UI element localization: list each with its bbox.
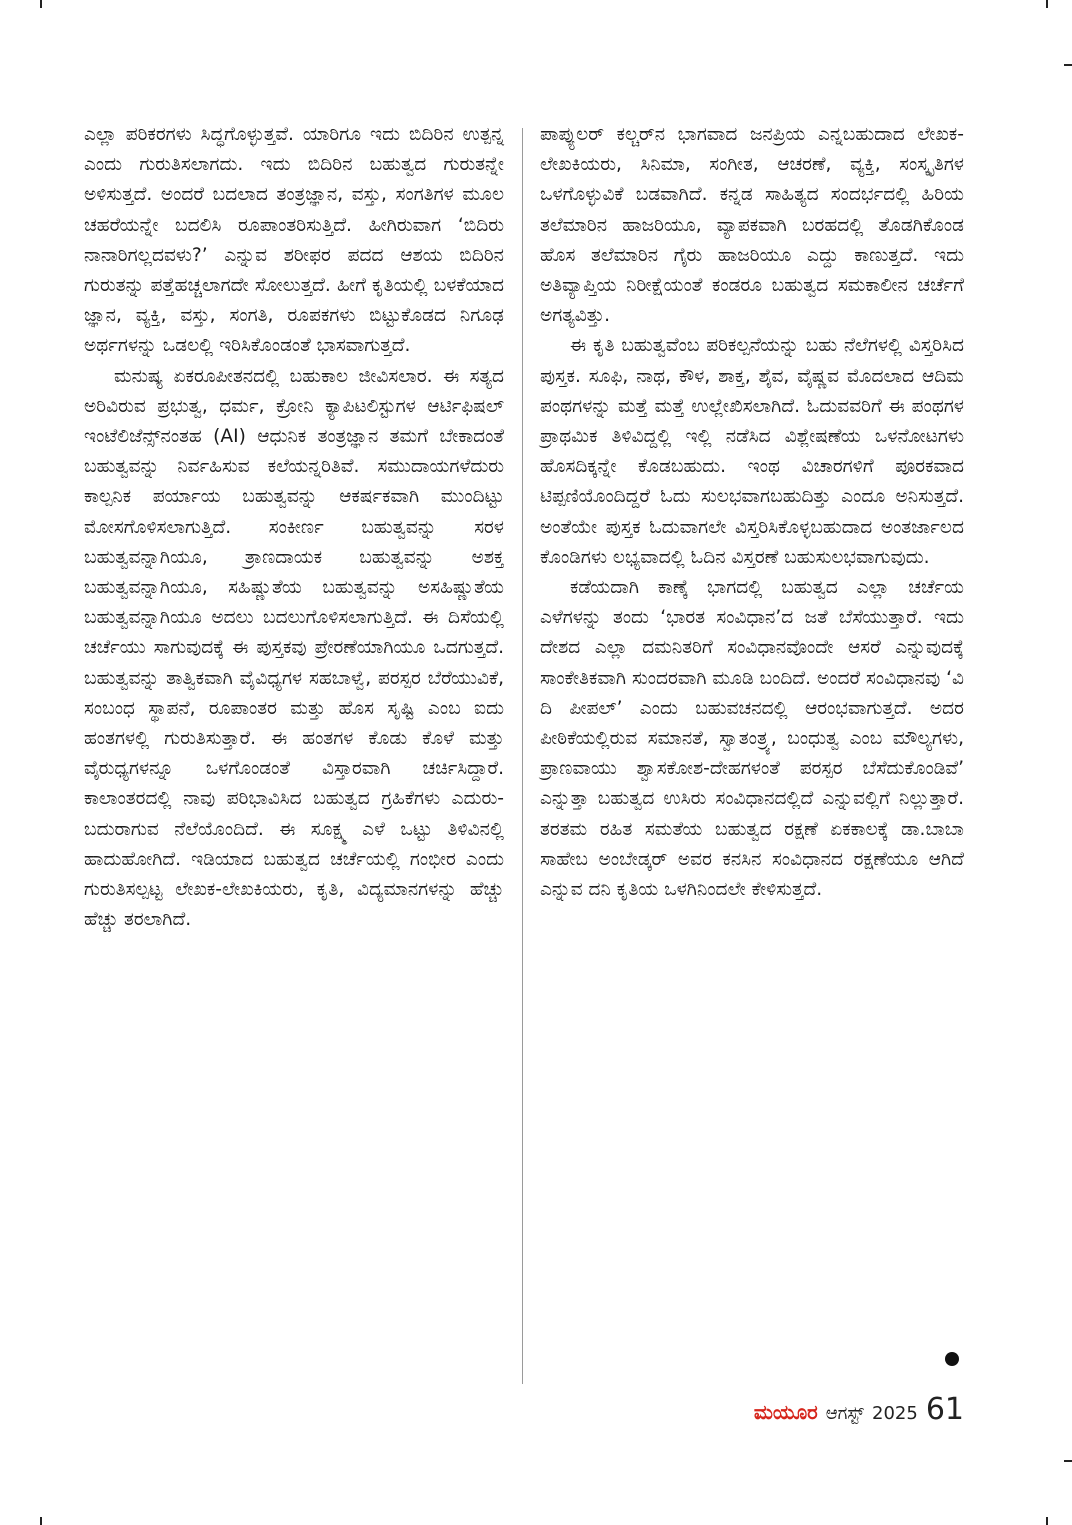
crop-mark-bottom-left — [40, 1517, 42, 1525]
issue-month: ಆಗಸ್ಟ್ — [825, 1403, 864, 1424]
right-paragraph-3: ಕಡೆಯದಾಗಿ ಕಾಣ್ಕೆ ಭಾಗದಲ್ಲಿ ಬಹುತ್ವದ ಎಲ್ಲಾ ಚರ್ಚೆಯ ಎಳೆಗಳನ್ನು ತಂದು ‘ಭಾರತ ಸಂವಿಧಾನ’ದ ಜತೆ ಬೆಸೆಯುತ್ತಾರೆ. ಇದು ದೇಶದ ಎಲ್ಲಾ ದಮನಿತರಿಗೆ ಸಂವಿಧಾನವೊಂದೇ ಆಸರೆ ಎನ್ನುವುದಕ್ಕೆ ಸಾಂಕೇತಿಕವಾಗಿ ಸುಂದರವಾಗಿ ಮೂಡಿ ಬಂದಿದೆ. ಅಂದರೆ ಸಂವಿಧಾನವು ‘ವಿ ದಿ ಪೀಪಲ್’ ಎಂದು ಬಹುವಚನದಲ್ಲಿ ಆರಂಭವಾಗುತ್ತದೆ. ಅದರ ಪೀಠಿಕೆಯಲ್ಲಿರುವ ಸಮಾನತೆ, ಸ್ವಾತಂತ್ರ್ಯ, ಬಂಧುತ್ವ ಎಂಬ ಮೌಲ್ಯಗಳು, ಪ್ರಾಣವಾಯು ಶ್ವಾಸಕೋಶ-ದೇಹಗಳಂತೆ ಪರಸ್ಪರ ಬೆಸೆದುಕೊಂಡಿವೆ’ ಎನ್ನುತ್ತಾ ಬಹುತ್ವದ ಉಸಿರು ಸಂವಿಧಾನದಲ್ಲಿದೆ ಎನ್ನುವಲ್ಲಿಗೆ ನಿಲ್ಲುತ್ತಾರೆ. ತರತಮ ರಹಿತ ಸಮತೆಯ ಬಹುತ್ವದ ರಕ್ಷಣೆ ಏಕಕಾಲಕ್ಕೆ ಡಾ.ಬಾಬಾ ಸಾಹೇಬ ಅಂಬೇಡ್ಕರ್ ಅವರ ಕನಸಿನ ಸಂವಿಧಾನದ ರಕ್ಷಣೆಯೂ ಆಗಿದೆ ಎನ್ನುವ ದನಿ ಕೃತಿಯ ಒಳಗಿನಿಂದಲೇ ಕೇಳಿಸುತ್ತದೆ. — [540, 577, 964, 901]
left-column — [84, 120, 504, 935]
article-end-mark — [945, 1352, 959, 1366]
page-number: 61 — [925, 1392, 964, 1427]
magazine-logo: ಮಯೂರ — [753, 1400, 818, 1424]
page-footer — [754, 1392, 964, 1427]
crop-mark-top-left — [40, 0, 42, 8]
crop-mark-right-lower — [1064, 1460, 1072, 1462]
right-column — [540, 120, 964, 905]
crop-mark-right-upper — [1064, 64, 1072, 66]
right-paragraph-1: ಪಾಪ್ಯುಲರ್ ಕಲ್ಚರ್‌ನ ಭಾಗವಾದ ಜನಪ್ರಿಯ ಎನ್ನಬಹುದಾದ ಲೇಖಕ-ಲೇಖಕಿಯರು, ಸಿನಿಮಾ, ಸಂಗೀತ, ಆಚರಣೆ, ವ್ಯಕ್ತಿ, ಸಂಸ್ಕೃತಿಗಳ ಒಳಗೊಳ್ಳುವಿಕೆ ಬಡವಾಗಿದೆ. ಕನ್ನಡ ಸಾಹಿತ್ಯದ ಸಂದರ್ಭದಲ್ಲಿ ಹಿರಿಯ ತಲೆಮಾರಿನ ಹಾಜರಿಯೂ, ವ್ಯಾಪಕವಾಗಿ ಬರಹದಲ್ಲಿ ತೊಡಗಿಕೊಂಡ ಹೊಸ ತಲೆಮಾರಿನ ಗೈರು ಹಾಜರಿಯೂ ಎದ್ದು ಕಾಣುತ್ತದೆ. ಇದು ಅತಿವ್ಯಾಪ್ತಿಯ ನಿರೀಕ್ಷೆಯಂತೆ ಕಂಡರೂ ಬಹುತ್ವದ ಸಮಕಾಲೀನ ಚರ್ಚೆಗೆ ಅಗತ್ಯವಿತ್ತು. — [540, 124, 964, 327]
column-divider — [522, 128, 523, 1384]
left-paragraph-1: ಎಲ್ಲಾ ಪರಿಕರಗಳು ಸಿದ್ಧಗೊಳ್ಳುತ್ತವೆ. ಯಾರಿಗೂ ಇದು ಬಿದಿರಿನ ಉತ್ಪನ್ನ ಎಂದು ಗುರುತಿಸಲಾಗದು. ಇದು ಬಿದಿರಿನ ಬಹುತ್ವದ ಗುರುತನ್ನೇ ಅಳಿಸುತ್ತದೆ. ಅಂದರೆ ಬದಲಾದ ತಂತ್ರಜ್ಞಾನ, ವಸ್ತು, ಸಂಗತಿಗಳ ಮೂಲ ಚಹರೆಯನ್ನೇ ಬದಲಿಸಿ ರೂಪಾಂತರಿಸುತ್ತಿದೆ. ಹೀಗಿರುವಾಗ ‘ಬಿದಿರು ನಾನಾರಿಗಲ್ಲದವಳು?’ ಎನ್ನುವ ಶರೀಫರ ಪದದ ಆಶಯ ಬಿದಿರಿನ ಗುರುತನ್ನು ಪತ್ತೆಹಚ್ಚಲಾಗದೇ ಸೋಲುತ್ತದೆ. ಹೀಗೆ ಕೃತಿಯಲ್ಲಿ ಬಳಕೆಯಾದ ಜ್ಞಾನ, ವ್ಯಕ್ತಿ, ವಸ್ತು, ಸಂಗತಿ, ರೂಪಕಗಳು ಬಿಟ್ಟುಕೊಡದ ನಿಗೂಢ ಅರ್ಥಗಳನ್ನು ಒಡಲಲ್ಲಿ ಇರಿಸಿಕೊಂಡಂತೆ ಭಾಸವಾಗುತ್ತದೆ. — [84, 124, 504, 357]
issue-year: 2025 — [872, 1403, 918, 1424]
right-paragraph-2: ಈ ಕೃತಿ ಬಹುತ್ವವೆಂಬ ಪರಿಕಲ್ಪನೆಯನ್ನು ಬಹು ನೆಲೆಗಳಲ್ಲಿ ವಿಸ್ತರಿಸಿದ ಪುಸ್ತಕ. ಸೂಫಿ, ನಾಥ, ಕೌಳ, ಶಾಕ್ತ, ಶೈವ, ವೈಷ್ಣವ ಮೊದಲಾದ ಆದಿಮ ಪಂಥಗಳನ್ನು ಮತ್ತೆ ಮತ್ತೆ ಉಲ್ಲೇಖಿಸಲಾಗಿದೆ. ಓದುವವರಿಗೆ ಈ ಪಂಥಗಳ ಪ್ರಾಥಮಿಕ ತಿಳಿವಿದ್ದಲ್ಲಿ ಇಲ್ಲಿ ನಡೆಸಿದ ವಿಶ್ಲೇಷಣೆಯ ಒಳನೋಟಗಳು ಹೊಸದಿಕ್ಕನ್ನೇ ಕೊಡಬಹುದು. ಇಂಥ ವಿಚಾರಗಳಿಗೆ ಪೂರಕವಾದ ಟಿಪ್ಪಣಿಯೊಂದಿದ್ದರೆ ಓದು ಸುಲಭವಾಗಬಹುದಿತ್ತು ಎಂದೂ ಅನಿಸುತ್ತದೆ. ಅಂತೆಯೇ ಪುಸ್ತಕ ಓದುವಾಗಲೇ ವಿಸ್ತರಿಸಿಕೊಳ್ಳಬಹುದಾದ ಅಂತರ್ಜಾಲದ ಕೊಂಡಿಗಳು ಲಭ್ಯವಾದಲ್ಲಿ ಓದಿನ ವಿಸ್ತರಣೆ ಬಹುಸುಲಭವಾಗುವುದು. — [540, 335, 964, 568]
crop-mark-top-right — [1046, 0, 1048, 8]
crop-mark-bottom-right — [1046, 1517, 1048, 1525]
left-paragraph-2: ಮನುಷ್ಯ ಏಕರೂಪೀತನದಲ್ಲಿ ಬಹುಕಾಲ ಜೀವಿಸಲಾರ. ಈ ಸತ್ಯದ ಅರಿವಿರುವ ಪ್ರಭುತ್ವ, ಧರ್ಮ, ಕ್ರೋನಿ ಕ್ಯಾಪಿಟಲಿಸ್ಟುಗಳ ಆರ್ಟಿಫಿಷಲ್ ಇಂಟೆಲಿಜೆನ್ಸ್‌ನಂತಹ (AI) ಆಧುನಿಕ ತಂತ್ರಜ್ಞಾನ ತಮಗೆ ಬೇಕಾದಂತೆ ಬಹುತ್ವವನ್ನು ನಿರ್ವಹಿಸುವ ಕಲೆಯನ್ನರಿತಿವೆ. ಸಮುದಾಯಗಳೆದುರು ಕಾಲ್ಪನಿಕ ಪರ್ಯಾಯ ಬಹುತ್ವವನ್ನು ಆಕರ್ಷಕವಾಗಿ ಮುಂದಿಟ್ಟು ಮೋಸಗೊಳಿಸಲಾಗುತ್ತಿದೆ. ಸಂಕೀರ್ಣ ಬಹುತ್ವವನ್ನು ಸರಳ ಬಹುತ್ವವನ್ನಾಗಿಯೂ, ತ್ರಾಣದಾಯಕ ಬಹುತ್ವವನ್ನು ಅಶಕ್ತ ಬಹುತ್ವವನ್ನಾಗಿಯೂ, ಸಹಿಷ್ಣುತೆಯ ಬಹುತ್ವವನ್ನು ಅಸಹಿಷ್ಣುತೆಯ ಬಹುತ್ವವನ್ನಾಗಿಯೂ ಅದಲು ಬದಲುಗೊಳಿಸಲಾಗುತ್ತಿದೆ. ಈ ದಿಸೆಯಲ್ಲಿ ಚರ್ಚೆಯು ಸಾಗುವುದಕ್ಕೆ ಈ ಪುಸ್ತಕವು ಪ್ರೇರಣೆಯಾಗಿಯೂ ಒದಗುತ್ತದೆ. ಬಹುತ್ವವನ್ನು ತಾತ್ವಿಕವಾಗಿ ವೈವಿಧ್ಯಗಳ ಸಹಬಾಳ್ವೆ, ಪರಸ್ಪರ ಬೆರೆಯುವಿಕೆ, ಸಂಬಂಧ ಸ್ಥಾಪನೆ, ರೂಪಾಂತರ ಮತ್ತು ಹೊಸ ಸೃಷ್ಟಿ ಎಂಬ ಐದು ಹಂತಗಳಲ್ಲಿ ಗುರುತಿಸುತ್ತಾರೆ. ಈ ಹಂತಗಳ ಕೊಡು ಕೊಳೆ ಮತ್ತು ವೈರುಧ್ಯಗಳನ್ನೂ ಒಳಗೊಂಡಂತೆ ವಿಸ್ತಾರವಾಗಿ ಚರ್ಚಿಸಿದ್ದಾರೆ. ಕಾಲಾಂತರದಲ್ಲಿ ನಾವು ಪರಿಭಾವಿಸಿದ ಬಹುತ್ವದ ಗ್ರಹಿಕೆಗಳು ಎದುರು-ಬದುರಾಗುವ ನೆಲೆಯೊಂದಿದೆ. ಈ ಸೂಕ್ಷ್ಮ ಎಳೆ ಒಟ್ಟು ತಿಳಿವಿನಲ್ಲಿ ಹಾದುಹೋಗಿದೆ. ಇಡಿಯಾದ ಬಹುತ್ವದ ಚರ್ಚೆಯಲ್ಲಿ ಗಂಭೀರ ಎಂದು ಗುರುತಿಸಲ್ಪಟ್ಟ ಲೇಖಕ-ಲೇಖಕಿಯರು, ಕೃತಿ, ವಿದ್ಯಮಾನಗಳನ್ನು ಹೆಚ್ಚು ಹೆಚ್ಚು ತರಲಾಗಿದೆ. — [84, 365, 504, 931]
